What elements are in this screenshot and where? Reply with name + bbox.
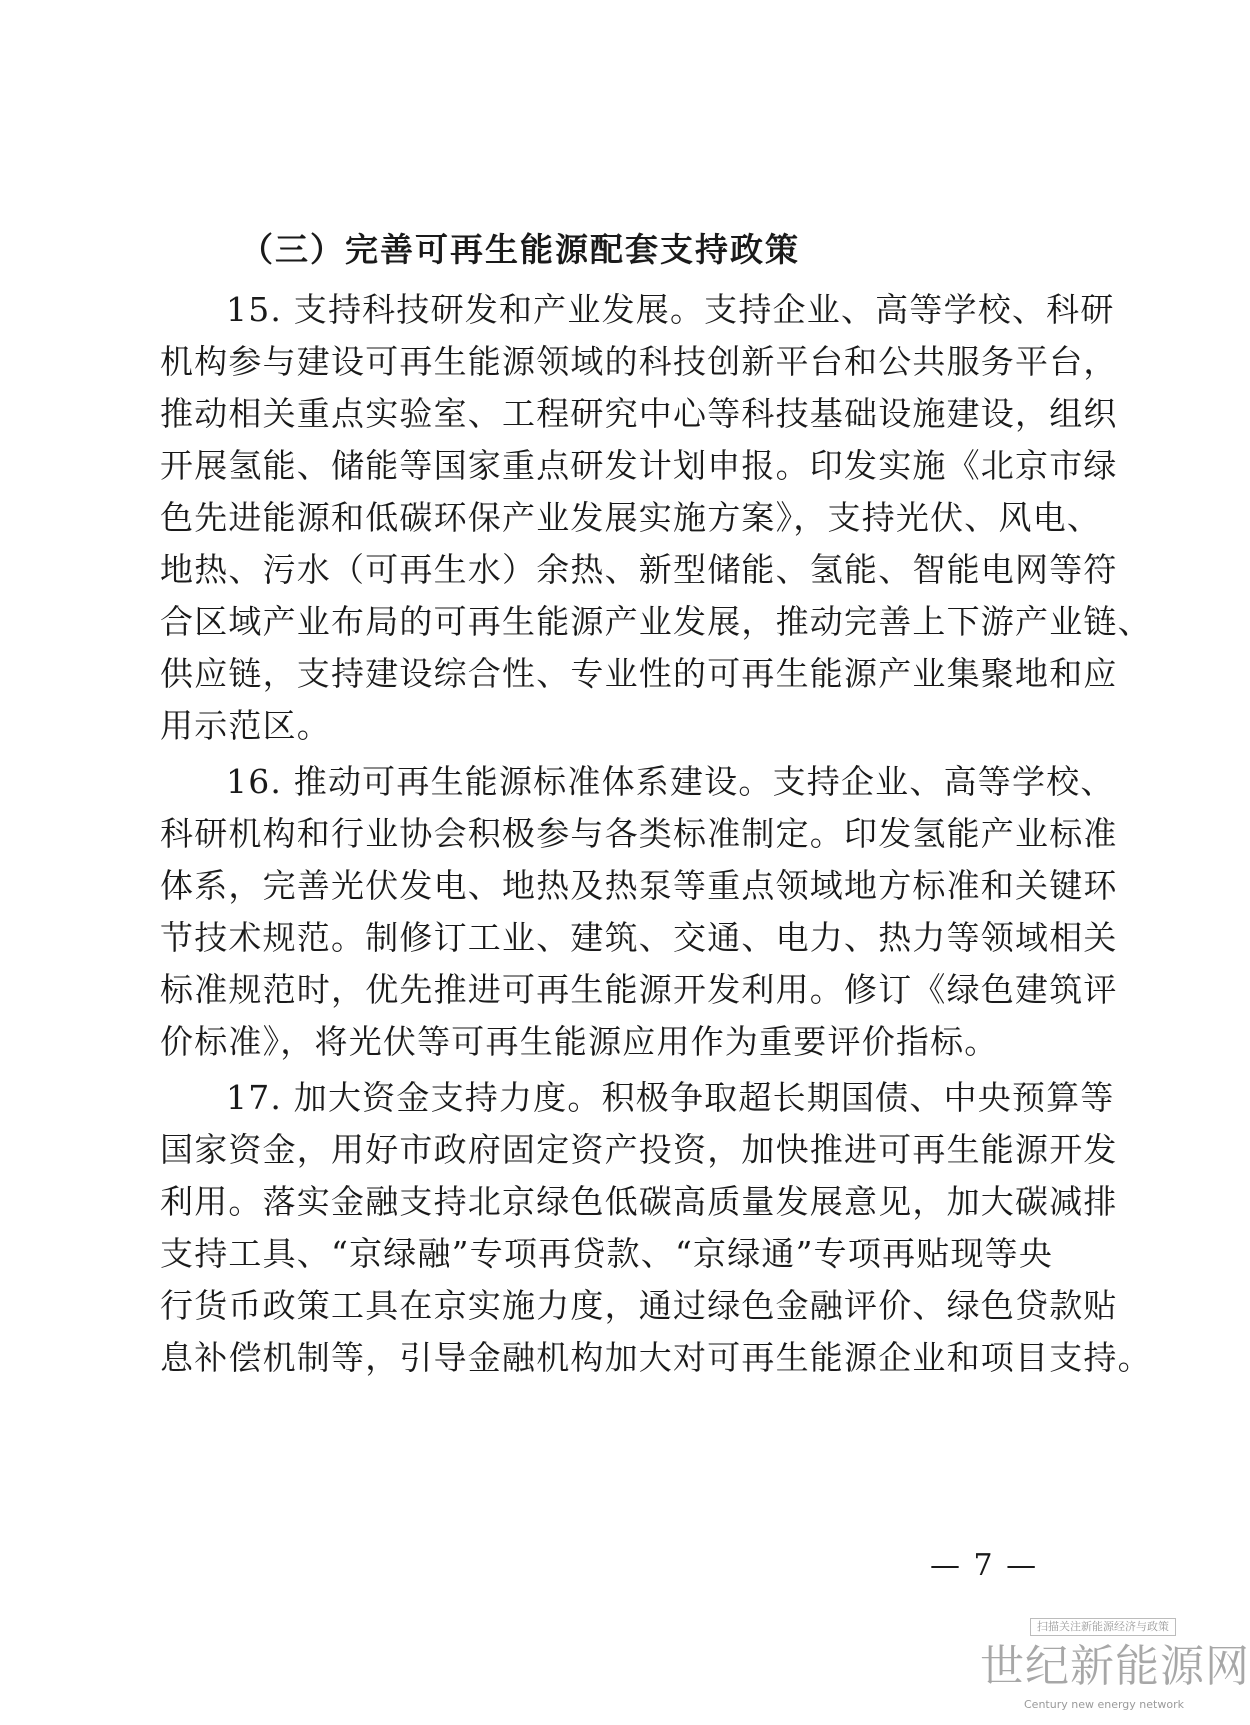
- text-line: 色先进能源和低碳环保产业发展实施方案》，支持光伏、风电、: [160, 498, 1102, 537]
- text-line: 行货币政策工具在京实施力度，通过绿色金融评价、绿色贷款贴: [160, 1286, 1118, 1325]
- text-line: 15. 支持科技研发和产业发展。支持企业、高等学校、科研: [226, 290, 1115, 329]
- text-line: 支持工具、“京绿融”专项再贷款、“京绿通”专项再贴现等央: [160, 1234, 1054, 1273]
- text-line: 机构参与建设可再生能源领域的科技创新平台和公共服务平台，: [160, 342, 1118, 381]
- text-line: 节技术规范。制修订工业、建筑、交通、电力、热力等领域相关: [160, 918, 1118, 957]
- text-line: 地热、污水（可再生水）余热、新型储能、氢能、智能电网等符: [160, 550, 1118, 589]
- watermark-sub-text: Century new energy network: [1024, 1698, 1184, 1711]
- text-line: 科研机构和行业协会积极参与各类标准制定。印发氢能产业标准: [160, 814, 1118, 853]
- text-line: 国家资金，用好市政府固定资产投资，加快推进可再生能源开发: [160, 1130, 1118, 1169]
- section-heading: （三）完善可再生能源配套支持政策: [240, 230, 800, 269]
- text-line: 息补偿机制等，引导金融机构加大对可再生能源企业和项目支持。: [160, 1338, 1152, 1377]
- text-line: 开展氢能、储能等国家重点研发计划申报。印发实施《北京市绿: [160, 446, 1118, 485]
- text-line: 标准规范时，优先推进可再生能源开发利用。修订《绿色建筑评: [160, 970, 1118, 1009]
- text-line: 体系，完善光伏发电、地热及热泵等重点领域地方标准和关键环: [160, 866, 1118, 905]
- watermark-main-text: 世纪新能源网: [980, 1641, 1250, 1692]
- text-line: 合区域产业布局的可再生能源产业发展，推动完善上下游产业链、: [160, 602, 1152, 641]
- watermark-top-text: 扫描关注新能源经济与政策: [1030, 1618, 1176, 1636]
- text-line: 17. 加大资金支持力度。积极争取超长期国债、中央预算等: [226, 1078, 1115, 1117]
- text-line: 供应链，支持建设综合性、专业性的可再生能源产业集聚地和应: [160, 654, 1118, 693]
- text-line: 推动相关重点实验室、工程研究中心等科技基础设施建设，组织: [160, 394, 1118, 433]
- text-line: 16. 推动可再生能源标准体系建设。支持企业、高等学校、: [226, 762, 1115, 801]
- text-line: 价标准》，将光伏等可再生能源应用作为重要评价指标。: [160, 1022, 999, 1061]
- watermark-logo: [980, 1618, 1250, 1718]
- page-number: — 7 —: [930, 1548, 1039, 1583]
- text-line: 用示范区。: [160, 706, 331, 745]
- text-line: 利用。落实金融支持北京绿色低碳高质量发展意见，加大碳减排: [160, 1182, 1118, 1221]
